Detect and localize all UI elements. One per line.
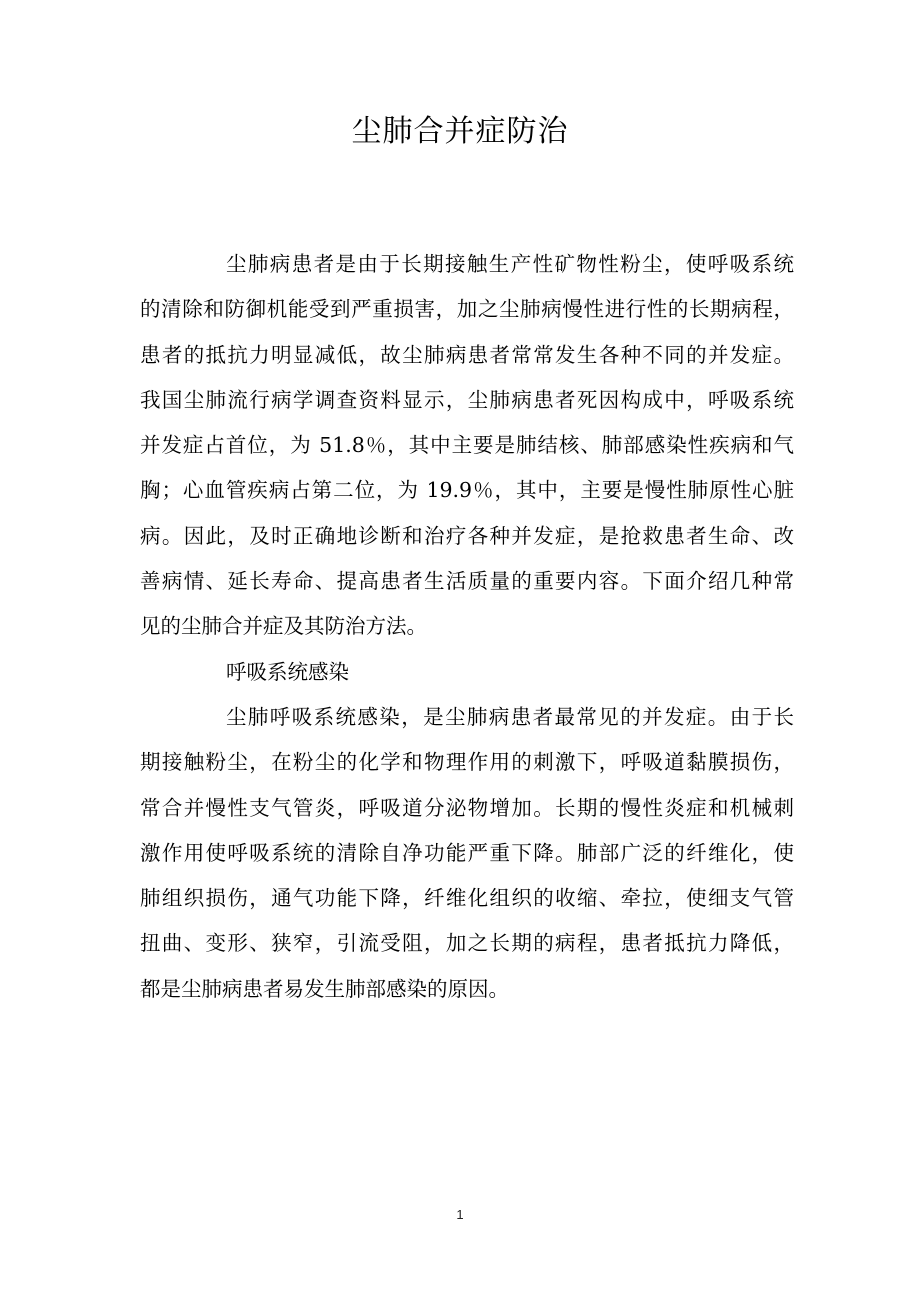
paragraph-intro bbox=[140, 242, 794, 650]
text-line: 的清除和防御机能受到严重损害，加之尘肺病慢性进行性的长期病程， bbox=[140, 297, 794, 322]
document-title: 尘肺合并症防治 bbox=[351, 114, 569, 149]
text-line: 激作用使呼吸系统的清除自净功能严重下降。肺部广泛的纤维化，使 bbox=[140, 840, 794, 865]
paragraph-respiratory-infection bbox=[140, 695, 794, 1012]
text-line: 期接触粉尘，在粉尘的化学和物理作用的刺激下，呼吸道黏膜损伤， bbox=[140, 750, 794, 775]
text-line: 患者的抵抗力明显减低，故尘肺病患者常常发生各种不同的并发症。 bbox=[140, 342, 794, 367]
page-number: 1 bbox=[456, 1207, 464, 1222]
text-line: 我国尘肺流行病学调查资料显示，尘肺病患者死因构成中，呼吸系统 bbox=[140, 387, 794, 412]
text-line: 并发症占首位，为 51.8％，其中主要是肺结核、肺部感染性疾病和气 bbox=[140, 433, 794, 458]
text-line: 胸；心血管疾病占第二位，为 19.9％，其中，主要是慢性肺原性心脏 bbox=[140, 478, 794, 503]
text-line: 病。因此，及时正确地诊断和治疗各种并发症，是抢救患者生命、改 bbox=[140, 523, 794, 548]
text-line: 尘肺病患者是由于长期接触生产性矿物性粉尘，使呼吸系统 bbox=[226, 252, 794, 276]
text-line: 常合并慢性支气管炎，呼吸道分泌物增加。长期的慢性炎症和机械刺 bbox=[140, 795, 794, 820]
section-heading: 呼吸系统感染 bbox=[226, 659, 349, 684]
text-line: 扭曲、变形、狭窄，引流受阻，加之长期的病程，患者抵抗力降低， bbox=[140, 931, 794, 956]
text-line: 肺组织损伤，通气功能下降，纤维化组织的收缩、牵拉，使细支气管 bbox=[140, 886, 794, 911]
text-line: 都是尘肺病患者易发生肺部感染的原因。 bbox=[140, 976, 509, 1001]
text-line: 见的尘肺合并症及其防治方法。 bbox=[140, 614, 427, 639]
text-line: 尘肺呼吸系统感染，是尘肺病患者最常见的并发症。由于长 bbox=[226, 704, 794, 729]
text-line: 善病情、延长寿命、提高患者生活质量的重要内容。下面介绍几种常 bbox=[140, 569, 794, 594]
document-body bbox=[140, 242, 794, 1012]
section-heading-respiratory-infection bbox=[140, 650, 794, 695]
